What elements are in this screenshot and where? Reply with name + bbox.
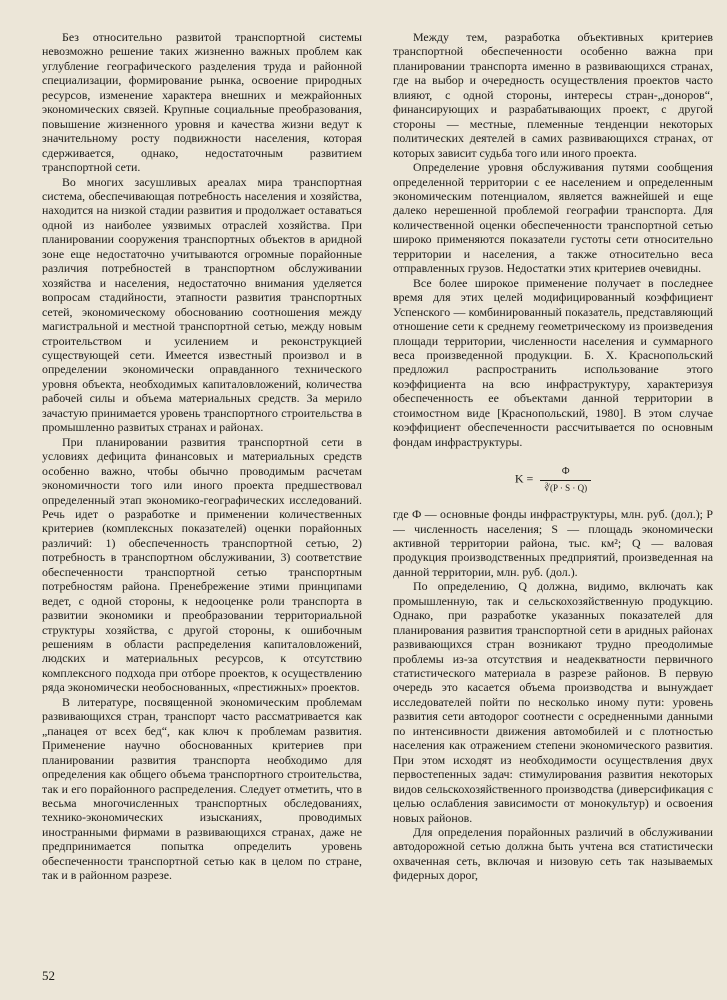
paragraph: По определению, Q должна, видимо, включать как промышленную, так и сельскохозяйственную продукцию. Однако, при разработке указанных показателей для планирования развития транспортной сети в аридных районах развивающихся стран возникают трудно преодолимые проблемы из-за отсутствия и неадекватности первичного статистического материала в разрезе районов. В первую очередь это касается объема производства и вынуждает исследователей пойти по несколько иному пути: уровень развития сети автодорог соотнести с осредненными данными по интенсивности движения автомобилей и с плотностью населения как отражением степени экономического развития. При этом исходят из необходимости осуществления двух первостепенных задач: стимулирования развития некоторых видов сельскохозяйственного производства (диверсификация с целью ослабления зависимости от монокультур) и освоения новых районов. [393,579,713,825]
paragraph: Во многих засушливых ареалах мира транспортная система, обеспечивающая потребность населения и хозяйства, находится на низкой стадии развития и продолжает оставаться одной из наиболее уязвимых отраслей хозяйства. При планировании сооружения транспортных объектов в аридной зоне еще недостаточно учитываются огромные порайонные различия потребностей в транспортном обслуживании хозяйства и населения, недостаточно внимания уделяется вопросам стадийности, этапности развития транспортных сетей, экономическому обоснованию соотношения между магистральной и местной транспортной сетью, между новым строительством и усилением и реконструкцией существующей сети. Имеется известный произвол и в определении экономически оправданного технического уровня объекта, необходимых капиталовложений, количества рабочей силы и объема материальных средств. За мерило зачастую принимается уровень транспортного строительства в промышленно развитых странах и районах. [42,174,362,435]
formula-denominator: ∛(P · S · Q) [544,482,588,493]
paragraph: Между тем, разработка объективных критериев транспортной обеспеченности особенно важна при планировании транспорта именно в развивающихся странах, где на выбор и очередность осуществления проектов часто влияют, с одной стороны, интересы стран-„доноров“, финансирующих и разрабатывающих проект, с другой стороны — местные, племенные тенденции некоторых политических деятелей в самих развивающихся странах, от которых зависит судьба того или иного проекта. [393,30,713,160]
formula-lhs: K = [514,471,534,486]
paragraph: В литературе, посвященной экономическим проблемам развивающихся стран, транспорт часто рассматривается как „панацея от всех бед“, как ключ к проблемам развития. Применение научно обоснованных критериев при планировании развития транспорта необходимо для определения как общего объема транспортного строительства, так и его порайонного распределения. Следует отметить, что в весьма многочисленных транспортных обследованиях, технико-экономических изысканиях, проводимых иностранными фирмами в развивающихся странах, даже не предпринимается попытка определить уровень обеспеченности транспортной сетью как в целом по стране, так и в районном разрезе. [42,694,362,883]
paragraph: Определение уровня обслуживания путями сообщения определенной территории с ее населением и определенным экономическим потенциалом, является важнейшей и еще далеко нерешенной проблемой географии транспорта. Для количественной оценки обеспеченности транспортной сетью широко применяются показатели густоты сети относительно территории и населения, а также относительно веса отправленных грузов. Недостатки этих критериев очевидны. [393,160,713,276]
formula [393,465,713,495]
paragraph: При планировании развития транспортной сети в условиях дефицита финансовых и материальных средств особенно важно, чтобы обычно проводимым расчетам экономичности того или иного проекта предшествовал определенный этап экономико-географических исследований. Речь идет о разработке и применении количественных критериев (комплексных показателей) оценки порайонных различий: 1) обеспеченность транспортной сетью, 2) потребность в транспортном обслуживании, 3) соответствие обеспеченности транспортной сетью транспортным потребностям района. Пренебрежение этими принципами ведет, с одной стороны, к недооценке роли транспорта в развитии экономики и преобразовании территориальной структуры хозяйства, с другой стороны, к ошибочным решениям в области распределения капиталовложений, людских и материальных ресурсов, к отсутствию комплексного подхода при отборе проектов, к осуществлению ряда экономически необоснованных, «престижных» проектов. [42,434,362,695]
paragraph: Все более широкое применение получает в последнее время для этих целей модифицированный коэффициент Успенского — комбинированный показатель, представляющий отношение сети к среднему геометрическому из произведения площади территории, численности населения и суммарного веса произведенной продукции. Б. Х. Краснопольский предложил распространить использование этого коэффициента на всю инфраструктуру, характеризуя обеспеченность ее объектами данной территории в стоимостном виде [Краснопольский, 1980]. В этом случае коэффициент обеспеченности рассчитывается по основным фондам инфраструктуры. [393,275,713,449]
formula-fraction [540,465,591,495]
paragraph: где Ф — основные фонды инфраструктуры, млн. руб. (дол.); P — численность населения; S — площадь экономически активной территории района, тыс. км²; Q — валовая продукция производственных предприятий, произведенная на данной территории, млн. руб. (дол.). [393,507,713,579]
paragraph: Без относительно развитой транспортной системы невозможно решение таких жизненно важных проблем как углубление географического разделения труда и районной специализации, формирование рынка, освоение природных ресурсов, изменение характера внешних и межрайонных экономических связей. Крупные социальные преобразования, повышение жизненного уровня и качества жизни ведут к значительному росту подвижности населения, которая сдерживается, однако, недостаточным развитием транспортной сети. [42,30,362,175]
paragraph: Для определения порайонных различий в обслуживании автодорожной сетью должна быть учтена вся статистически охваченная сеть, включая и низовую сеть так называемых фидерных дорог, [393,825,713,883]
right-column [393,30,713,883]
formula-numerator: Ф [540,465,591,480]
left-column [42,30,362,883]
page-number: 52 [42,968,55,983]
